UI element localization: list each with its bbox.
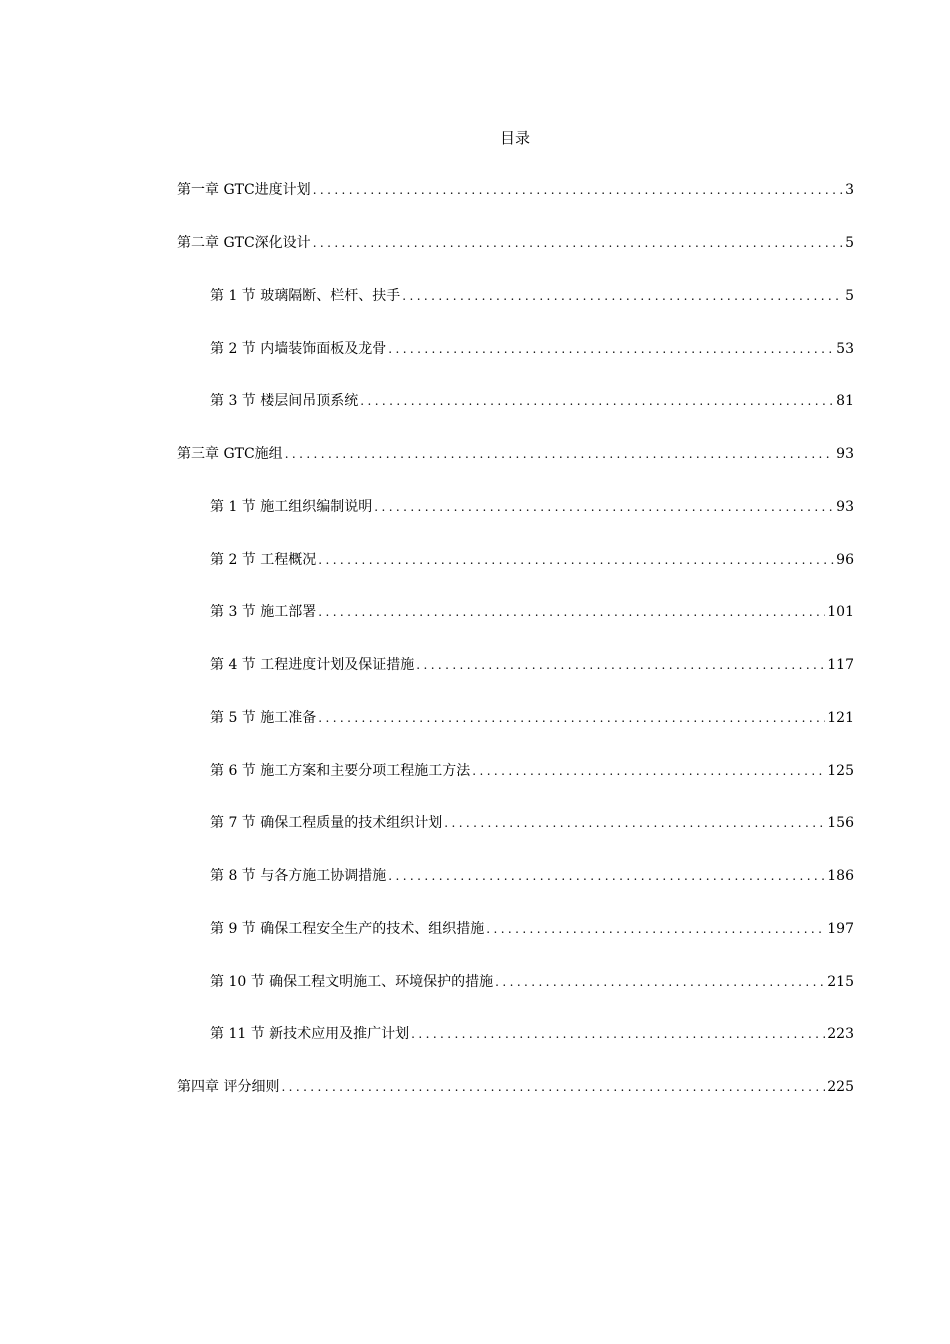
toc-entry-page: 93 bbox=[836, 499, 854, 515]
toc-leader-dots bbox=[313, 232, 843, 254]
toc-entry-page: 5 bbox=[845, 235, 854, 251]
toc-entry-page: 53 bbox=[836, 341, 854, 357]
toc-leader-dots bbox=[318, 601, 825, 623]
toc-entry[interactable] bbox=[210, 285, 854, 307]
toc-entry[interactable] bbox=[177, 179, 854, 201]
toc-entry[interactable] bbox=[177, 1076, 854, 1098]
toc-entry-label: 第 8 节 与各方施工协调措施 bbox=[210, 868, 387, 884]
toc-entry[interactable] bbox=[210, 601, 854, 623]
toc-leader-dots bbox=[388, 865, 825, 887]
toc-entry-label: 第 9 节 确保工程安全生产的技术、组织措施 bbox=[210, 921, 485, 937]
toc-entry-label: 第 5 节 施工准备 bbox=[210, 710, 317, 726]
toc-entry-label: 第 2 节 内墙装饰面板及龙骨 bbox=[210, 341, 387, 357]
toc-leader-dots bbox=[318, 549, 834, 571]
toc-entry[interactable] bbox=[210, 971, 854, 993]
toc-entry-label: 第 3 节 施工部署 bbox=[210, 604, 317, 620]
toc-entry[interactable] bbox=[177, 443, 854, 465]
toc-entry[interactable] bbox=[210, 496, 854, 518]
toc-entry[interactable] bbox=[177, 232, 854, 254]
toc-leader-dots bbox=[318, 707, 825, 729]
toc-entry[interactable] bbox=[210, 760, 854, 782]
toc-leader-dots bbox=[495, 971, 825, 993]
toc-entry-page: 117 bbox=[827, 657, 854, 673]
toc-entry-label: 第 11 节 新技术应用及推广计划 bbox=[210, 1026, 410, 1042]
toc-entry-label: 第 3 节 楼层间吊顶系统 bbox=[210, 393, 359, 409]
toc-entry-page: 5 bbox=[845, 288, 854, 304]
toc-entry-label: 第四章 评分细则 bbox=[177, 1079, 280, 1095]
toc-entry[interactable] bbox=[210, 918, 854, 940]
toc-entry-label: 第二章 GTC深化设计 bbox=[177, 235, 311, 251]
toc-entry[interactable] bbox=[210, 812, 854, 834]
toc-leader-dots bbox=[281, 1076, 825, 1098]
toc-entry-label: 第 7 节 确保工程质量的技术组织计划 bbox=[210, 815, 443, 831]
toc-entry[interactable] bbox=[210, 1023, 854, 1045]
toc-entry-page: 96 bbox=[836, 552, 854, 568]
toc-entry-page: 81 bbox=[836, 393, 854, 409]
toc-entry-label: 第 4 节 工程进度计划及保证措施 bbox=[210, 657, 415, 673]
toc-entry[interactable] bbox=[210, 549, 854, 571]
toc-entry-label: 第 1 节 玻璃隔断、栏杆、扶手 bbox=[210, 288, 401, 304]
toc-entry-page: 197 bbox=[827, 921, 854, 937]
toc-entry-label: 第 10 节 确保工程文明施工、环境保护的措施 bbox=[210, 974, 494, 990]
toc-entry[interactable] bbox=[210, 865, 854, 887]
toc-leader-dots bbox=[360, 390, 834, 412]
toc-entry-page: 225 bbox=[827, 1079, 854, 1095]
toc-entry[interactable] bbox=[210, 338, 854, 360]
toc-leader-dots bbox=[472, 760, 825, 782]
toc-entry-label: 第 6 节 施工方案和主要分项工程施工方法 bbox=[210, 763, 471, 779]
toc-leader-dots bbox=[388, 338, 834, 360]
toc-leader-dots bbox=[313, 179, 843, 201]
toc-leader-dots bbox=[444, 812, 825, 834]
toc-entry-label: 第 2 节 工程概况 bbox=[210, 552, 317, 568]
toc-leader-dots bbox=[374, 496, 834, 518]
toc-entry-label: 第一章 GTC进度计划 bbox=[177, 182, 311, 198]
toc-entry[interactable] bbox=[210, 707, 854, 729]
toc-entry-page: 223 bbox=[827, 1026, 854, 1042]
toc-entry-label: 第三章 GTC施组 bbox=[177, 446, 283, 462]
toc-entry[interactable] bbox=[210, 654, 854, 676]
toc-entry-page: 3 bbox=[845, 182, 854, 198]
toc-entry-label: 第 1 节 施工组织编制说明 bbox=[210, 499, 373, 515]
toc-entry-page: 215 bbox=[827, 974, 854, 990]
toc-entry-page: 156 bbox=[827, 815, 854, 831]
toc-entry-page: 93 bbox=[836, 446, 854, 462]
toc-entry[interactable] bbox=[210, 390, 854, 412]
toc-leader-dots bbox=[402, 285, 843, 307]
toc-entry-page: 125 bbox=[827, 763, 854, 779]
toc-leader-dots bbox=[486, 918, 825, 940]
toc-leader-dots bbox=[285, 443, 834, 465]
toc-entry-page: 101 bbox=[827, 604, 854, 620]
toc-leader-dots bbox=[416, 654, 825, 676]
toc-entry-page: 186 bbox=[827, 868, 854, 884]
toc-entry-page: 121 bbox=[827, 710, 854, 726]
toc-title: 目录 bbox=[499, 129, 530, 147]
toc-leader-dots bbox=[411, 1023, 825, 1045]
